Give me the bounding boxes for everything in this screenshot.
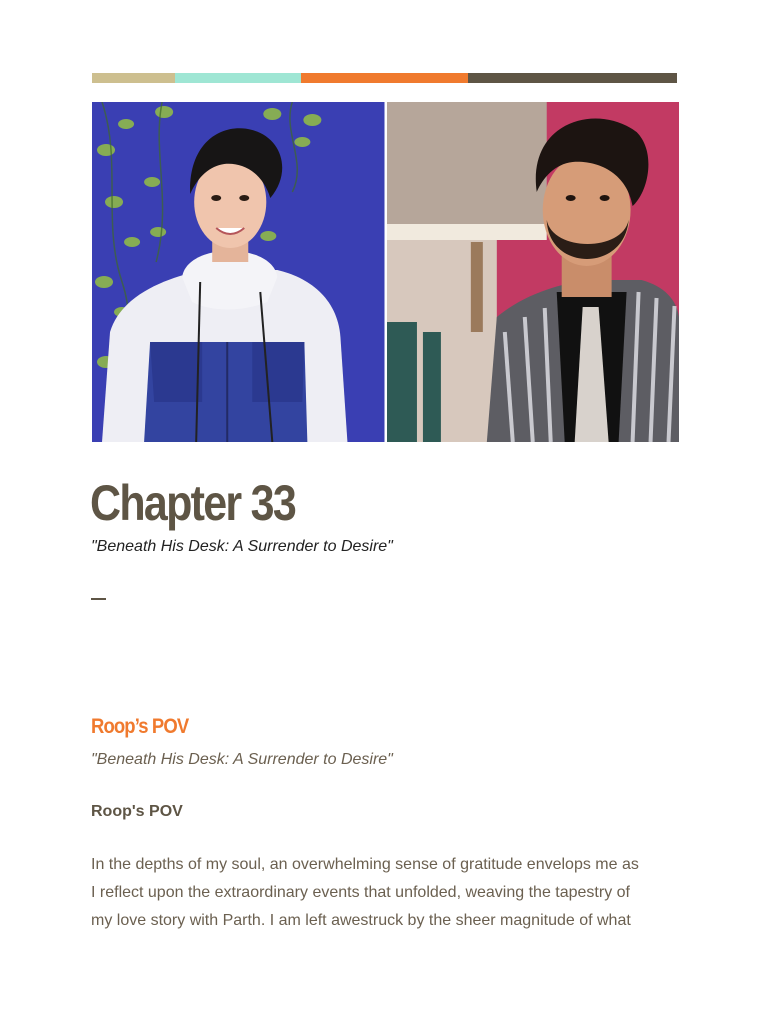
section-pov-label: Roop's POV xyxy=(91,803,183,820)
cover-photo-collage xyxy=(92,102,679,442)
stripe-segment-mint xyxy=(175,73,301,83)
section-subtitle: "Beneath His Desk: A Surrender to Desire" xyxy=(91,751,393,768)
color-stripe xyxy=(92,73,677,83)
body-line: my love story with Parth. I am left awestruck by the sheer magnitude of what xyxy=(91,912,631,929)
section-heading: Roop’s POV xyxy=(91,715,189,738)
body-paragraph xyxy=(91,851,681,935)
stripe-segment-brown xyxy=(468,73,677,83)
body-line: I reflect upon the extraordinary events that unfolded, weaving the tapestry of xyxy=(91,884,630,901)
photo-right xyxy=(387,102,680,442)
chapter-divider-dash xyxy=(91,598,106,600)
photo-right-illustration xyxy=(387,102,680,442)
photo-left-illustration xyxy=(92,102,385,442)
body-line: In the depths of my soul, an overwhelming sense of gratitude envelops me as xyxy=(91,856,639,873)
chapter-title: Chapter 33 xyxy=(90,475,296,531)
photo-left xyxy=(92,102,385,442)
chapter-subtitle: "Beneath His Desk: A Surrender to Desire" xyxy=(91,538,393,555)
stripe-segment-orange xyxy=(301,73,468,83)
stripe-segment-tan xyxy=(92,73,175,83)
